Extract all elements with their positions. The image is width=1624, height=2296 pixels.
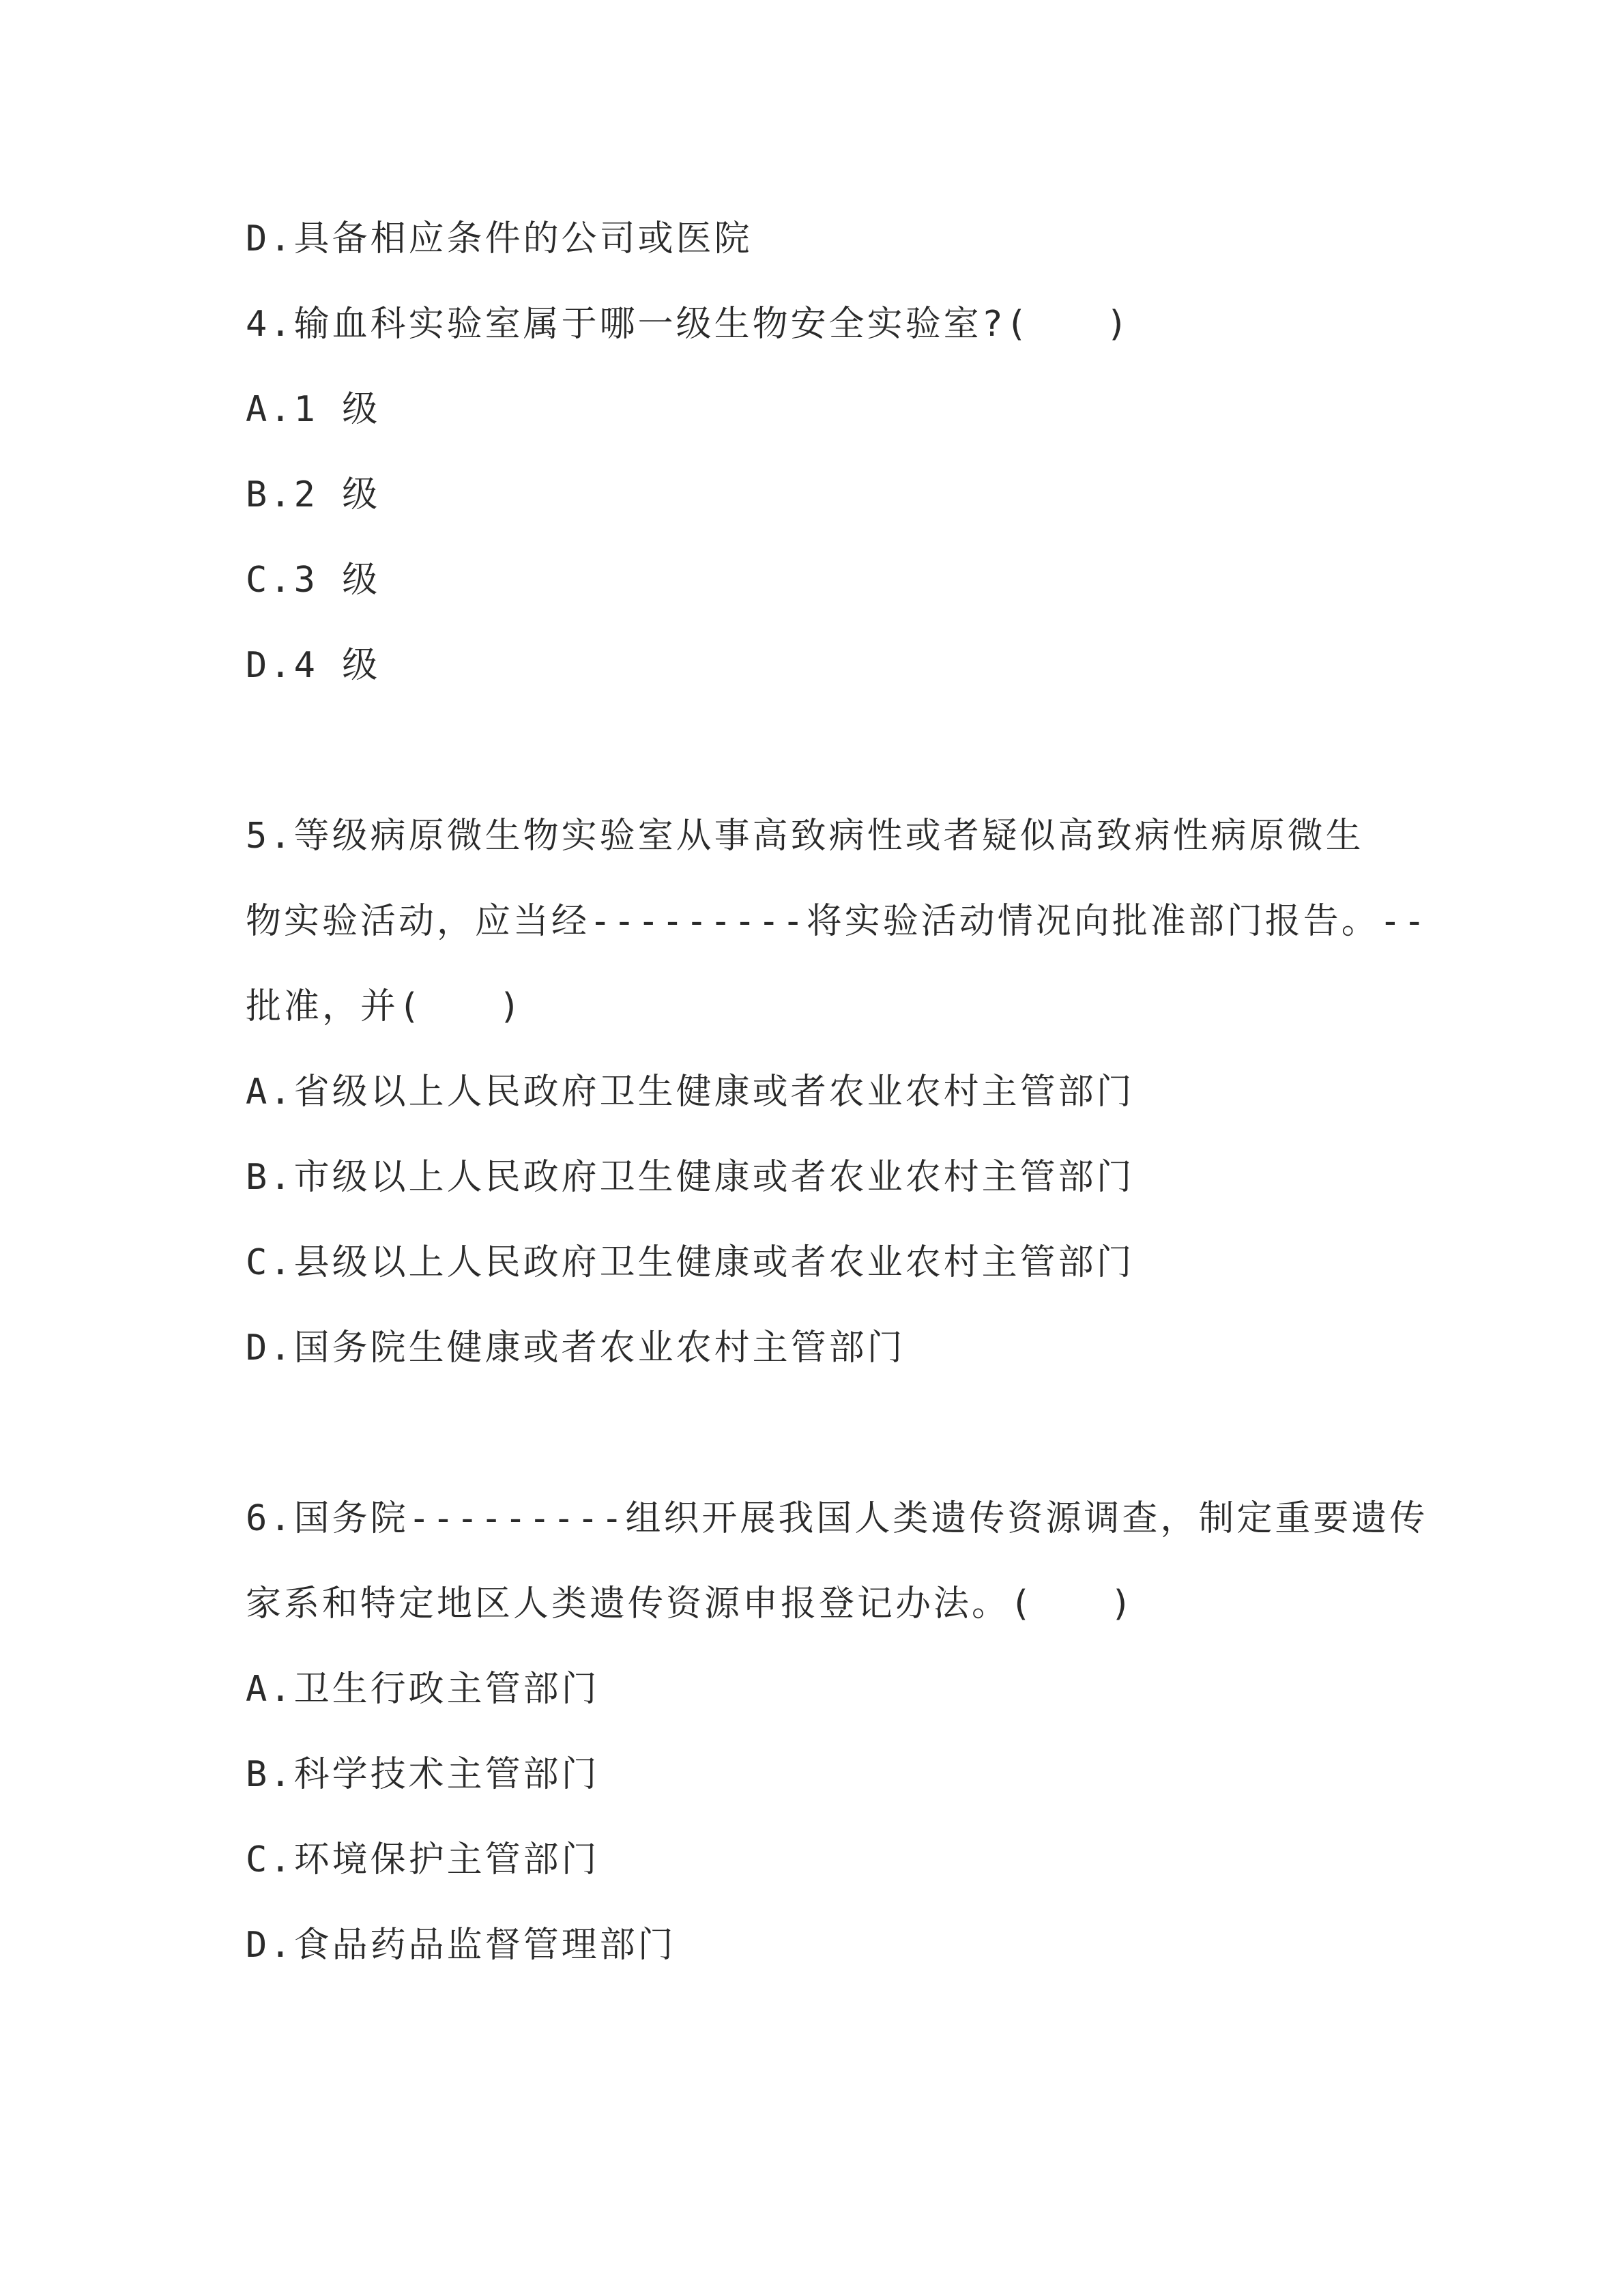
- q4-option-d: D.4 级: [246, 645, 381, 686]
- q6-option-c: C.环境保护主管部门: [246, 1839, 600, 1880]
- q6-option-d: D.食品药品监督管理部门: [246, 1925, 676, 1966]
- q3-option-d: D.具备相应条件的公司或医院: [246, 218, 753, 259]
- q5-question-line-2: 物实验活动，应当经---------将实验活动情况向批准部门报告。--: [246, 901, 1428, 942]
- q4-option-b: B.2 级: [246, 474, 381, 515]
- q5-question-line-1: 5.等级病原微生物实验室从事高致病性或者疑似高致病性病原微生: [246, 816, 1364, 857]
- q6-option-b: B.科学技术主管部门: [246, 1754, 600, 1795]
- q6-question-line-1: 6.国务院---------组织开展我国人类遗传资源调查，制定重要遗传: [246, 1498, 1428, 1539]
- q6-option-a: A.卫生行政主管部门: [246, 1669, 600, 1710]
- q4-option-c: C.3 级: [246, 560, 381, 601]
- q5-option-a: A.省级以上人民政府卫生健康或者农业农村主管部门: [246, 1072, 1135, 1113]
- q5-option-c: C.县级以上人民政府卫生健康或者农业农村主管部门: [246, 1242, 1135, 1283]
- q5-option-d: D.国务院生健康或者农业农村主管部门: [246, 1328, 905, 1368]
- q4-option-a: A.1 级: [246, 389, 381, 430]
- q5-option-b: B.市级以上人民政府卫生健康或者农业农村主管部门: [246, 1157, 1135, 1198]
- q4-question: 4.输血科实验室属于哪一级生物安全实验室?( ): [246, 304, 1131, 345]
- q5-question-line-3: 批准，并( ): [246, 986, 523, 1027]
- q6-question-line-2: 家系和特定地区人类遗传资源申报登记办法。( ): [246, 1583, 1135, 1624]
